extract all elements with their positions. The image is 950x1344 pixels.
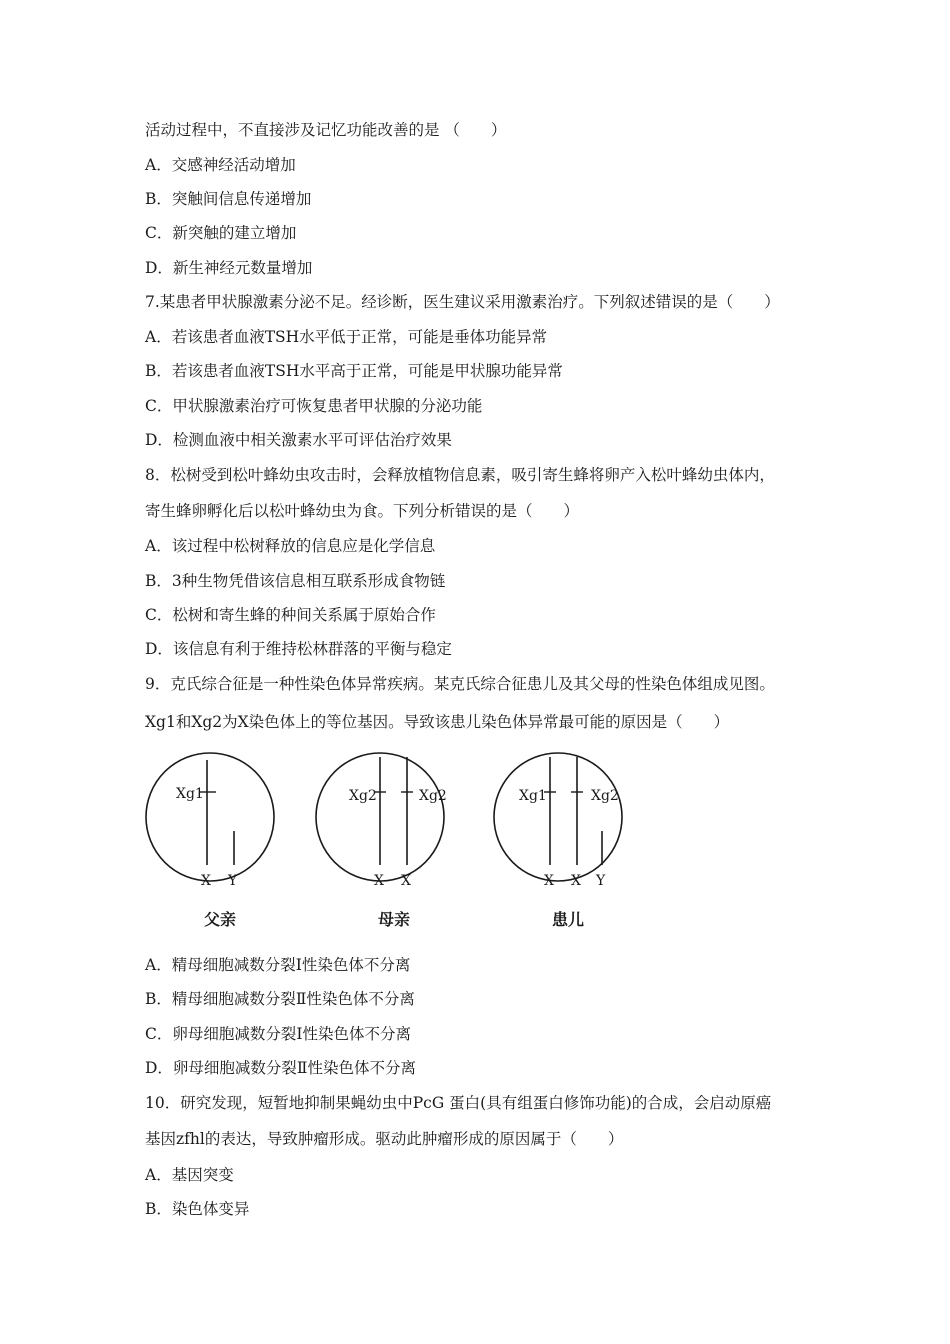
q6-stem-continued: 活动过程中，不直接涉及记忆功能改善的是 （ ） — [145, 121, 507, 139]
child-diagram — [488, 745, 648, 935]
father-cell-outline — [146, 753, 274, 881]
q9-stem-line2: Xg1和Xg2为X染色体上的等位基因。导致该患儿染色体异常最可能的原因是（ ） — [145, 713, 730, 731]
q9-option-a: A．精母细胞减数分裂Ⅰ性染色体不分离 — [145, 956, 411, 974]
q7-option-b: B．若该患者血液TSH水平高于正常，可能是甲状腺功能异常 — [145, 362, 563, 380]
q8-option-a: A．该过程中松树释放的信息应是化学信息 — [145, 537, 436, 555]
q8-stem-line2: 寄生蜂卵孵化后以松叶蜂幼虫为食。下列分析错误的是（ ） — [145, 502, 580, 520]
q6-option-d: D．新生神经元数量增加 — [145, 259, 313, 277]
mother-diagram — [314, 745, 474, 935]
q7-option-c: C．甲状腺激素治疗可恢复患者甲状腺的分泌功能 — [145, 397, 483, 415]
q6-option-b: B．突触间信息传递增加 — [145, 190, 312, 208]
q8-stem-line1: 8．松树受到松叶蜂幼虫攻击时，会释放植物信息素，吸引寄生蜂将卵产入松叶蜂幼虫体内， — [145, 466, 775, 484]
q7-option-a: A．若该患者血液TSH水平低于正常，可能是垂体功能异常 — [145, 328, 548, 346]
child-caption: 患儿 — [551, 910, 584, 929]
q6-option-c: C．新突触的建立增加 — [145, 224, 297, 242]
mother-x2-label: X — [401, 873, 411, 889]
q10-stem-line1: 10．研究发现，短暂地抑制果蝇幼虫中PcG 蛋白(具有组蛋白修饰功能)的合成，会启动原癌 — [145, 1094, 772, 1112]
child-x1-label: X — [544, 873, 554, 889]
q9-option-d: D．卵母细胞减数分裂Ⅱ性染色体不分离 — [145, 1059, 416, 1077]
mother-x1-label: X — [374, 873, 384, 889]
father-gene-label: Xg1 — [176, 786, 204, 802]
q10-stem-line2: 基因zfhl的表达，导致肿瘤形成。驱动此肿瘤形成的原因属于（ ） — [145, 1130, 624, 1148]
q7-stem: 7.某患者甲状腺激素分泌不足。经诊断，医生建议采用激素治疗。下列叙述错误的是（ ） — [145, 293, 780, 311]
q7-option-d: D．检测血液中相关激素水平可评估治疗效果 — [145, 431, 452, 449]
q8-option-c: C．松树和寄生蜂的种间关系属于原始合作 — [145, 606, 436, 624]
father-caption: 父亲 — [203, 910, 236, 929]
q9-stem-line1: 9．克氏综合征是一种性染色体异常疾病。某克氏综合征患儿及其父母的性染色体组成见图。 — [145, 675, 775, 693]
q10-option-a: A．基因突变 — [145, 1166, 234, 1184]
child-y-label: Y — [596, 873, 606, 889]
chromosome-figure — [140, 745, 660, 935]
q6-option-a: A．交感神经活动增加 — [145, 156, 296, 174]
father-y-label: Y — [228, 873, 238, 889]
q8-option-d: D．该信息有利于维持松林群落的平衡与稳定 — [145, 640, 452, 658]
q10-option-b: B．染色体变异 — [145, 1200, 250, 1218]
father-diagram — [140, 745, 300, 935]
mother-caption: 母亲 — [377, 910, 410, 929]
q9-option-b: B．精母细胞减数分裂Ⅱ性染色体不分离 — [145, 990, 415, 1008]
q9-option-c: C．卵母细胞减数分裂Ⅰ性染色体不分离 — [145, 1025, 411, 1043]
mother-gene-right-label: Xg2 — [419, 788, 447, 804]
child-x2-label: X — [571, 873, 581, 889]
mother-gene-left-label: Xg2 — [349, 788, 377, 804]
child-gene-right-label: Xg2 — [591, 788, 619, 804]
q8-option-b: B．3种生物凭借该信息相互联系形成食物链 — [145, 572, 446, 590]
child-gene-left-label: Xg1 — [519, 788, 547, 804]
father-x-label: X — [201, 873, 211, 889]
